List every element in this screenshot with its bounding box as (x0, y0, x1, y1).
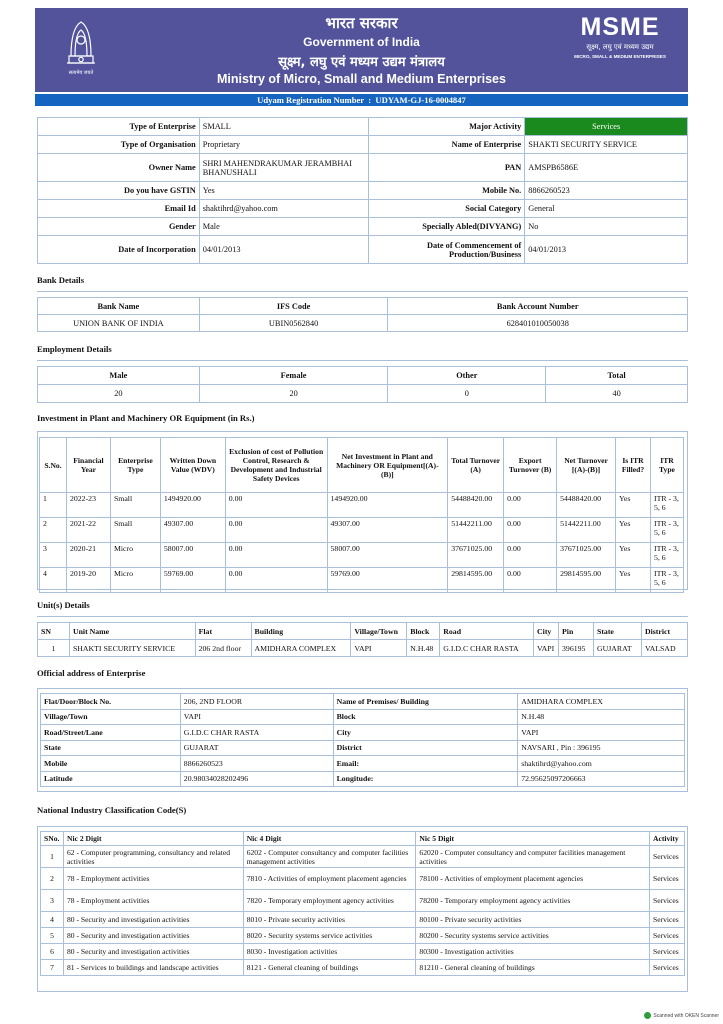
table-row (41, 846, 685, 868)
flat-header: Flat (195, 623, 251, 640)
cell: 1 (41, 846, 64, 868)
table-row (41, 771, 685, 787)
cell: Services (649, 944, 684, 960)
cell: 80100 - Private security activities (416, 912, 650, 928)
table-header-row (38, 298, 688, 315)
cell: 81210 - General cleaning of buildings (416, 960, 650, 976)
cell: 6 (41, 944, 64, 960)
cell: 0.00 (225, 568, 327, 593)
cell: 78 - Employment activities (63, 868, 243, 890)
bank-table (37, 297, 688, 332)
scanner-logo-icon (644, 1012, 651, 1019)
district-label: District (333, 740, 518, 756)
employment-table (37, 366, 688, 403)
cell: Micro (110, 568, 160, 593)
account-number-header: Bank Account Number (388, 298, 688, 315)
enterprise-details-table (37, 117, 688, 264)
export-turnover-header: Export Turnover (B) (504, 438, 557, 493)
mobile-label: Mobile (41, 756, 181, 772)
other-header: Other (388, 367, 546, 385)
cell: Yes (616, 518, 651, 543)
total-turnover-header: Total Turnover (A) (448, 438, 504, 493)
nic-section-title: National Industry Classification Code(S) (37, 805, 187, 815)
block-value: N.H.48 (518, 709, 685, 725)
cell: 3 (41, 890, 64, 912)
table-row (41, 960, 685, 976)
table-row (38, 236, 688, 264)
city-label: City (333, 725, 518, 741)
units-table (37, 622, 688, 657)
nic-5-digit-header: Nic 5 Digit (416, 832, 650, 846)
table-header-row (41, 832, 685, 846)
cell: Small (110, 493, 160, 518)
cell: Services (649, 890, 684, 912)
incorporation-label: Date of Incorporation (38, 236, 200, 264)
udyam-registration-bar (35, 94, 688, 106)
wdv-header: Written Down Value (WDV) (160, 438, 225, 493)
pan-value: AMSPB6586E (525, 154, 688, 182)
incorporation-value: 04/01/2013 (199, 236, 369, 264)
cell: 0.00 (225, 493, 327, 518)
cell: GUJARAT (593, 640, 641, 657)
mobile-value: 8866260523 (180, 756, 333, 772)
premises-label: Name of Premises/ Building (333, 694, 518, 710)
msme-logo (570, 14, 670, 59)
udyam-separator: : (368, 95, 372, 105)
cell: 78200 - Temporary employment agency activities (416, 890, 650, 912)
cell: 49307.00 (160, 518, 225, 543)
address-section-title: Official address of Enterprise (37, 668, 146, 678)
cell: 78100 - Activities of employment placement agencies (416, 868, 650, 890)
cell: 81 - Services to buildings and landscape activities (63, 960, 243, 976)
cell: 2021-22 (66, 518, 110, 543)
cell: 6202 - Computer consultancy and computer facilities management activities (243, 846, 416, 868)
cell: 51442211.00 (557, 518, 616, 543)
cell: AMIDHARA COMPLEX (251, 640, 351, 657)
cell: 0.00 (225, 518, 327, 543)
village-header: Village/Town (351, 623, 407, 640)
cell: G.I.D.C CHAR RASTA (440, 640, 534, 657)
cell: 49307.00 (327, 518, 448, 543)
cell: 8121 - General cleaning of buildings (243, 960, 416, 976)
cell: 2 (41, 868, 64, 890)
table-row (41, 756, 685, 772)
cell: ITR - 3, 5, 6 (650, 568, 683, 593)
table-row (41, 725, 685, 741)
cell: 59769.00 (327, 568, 448, 593)
cell: 396195 (559, 640, 594, 657)
cell: 206 2nd floor (195, 640, 251, 657)
state-value: GUJARAT (180, 740, 333, 756)
bank-section-title: Bank Details (37, 275, 85, 285)
government-title: Government of India (303, 35, 420, 49)
bank-name-value: UNION BANK OF INDIA (38, 315, 200, 332)
table-row (40, 518, 684, 543)
cell: 58007.00 (327, 543, 448, 568)
road-value: G.I.D.C CHAR RASTA (180, 725, 333, 741)
female-header: Female (199, 367, 388, 385)
cell: Services (649, 868, 684, 890)
divyang-value: No (525, 218, 688, 236)
ministry-hindi-title: सूक्ष्म, लघु एवं मध्यम उद्यम मंत्रालय (278, 55, 445, 70)
ministry-title: Ministry of Micro, Small and Medium Enterprises (217, 72, 506, 86)
cell: 0.00 (225, 543, 327, 568)
cell: 8020 - Security systems service activities (243, 928, 416, 944)
social-category-label: Social Category (369, 200, 525, 218)
table-row (41, 944, 685, 960)
cell: 80200 - Security systems service activities (416, 928, 650, 944)
cell: Micro (110, 543, 160, 568)
organisation-value: Proprietary (199, 136, 369, 154)
social-category-value: General (525, 200, 688, 218)
units-section-title: Unit(s) Details (37, 600, 90, 610)
mobile-value: 8866260523 (525, 182, 688, 200)
cell: 4 (40, 568, 67, 593)
organisation-label: Type of Organisation (38, 136, 200, 154)
table-header-row (38, 367, 688, 385)
type-value: SMALL (199, 118, 369, 136)
cell: 80 - Security and investigation activities (63, 912, 243, 928)
cell: 2019-20 (66, 568, 110, 593)
cell: VAPI (534, 640, 559, 657)
district-value: NAVSARI , Pin : 396195 (518, 740, 685, 756)
hindi-title: भारत सरकार (325, 14, 398, 32)
enterprise-type-header: Enterprise Type (110, 438, 160, 493)
cell: 8010 - Private security activities (243, 912, 416, 928)
financial-year-header: Financial Year (66, 438, 110, 493)
cell: 54488420.00 (557, 493, 616, 518)
cell: N.H.48 (407, 640, 440, 657)
cell: 7820 - Temporary employment agency activities (243, 890, 416, 912)
cell: Yes (616, 543, 651, 568)
pin-header: Pin (559, 623, 594, 640)
itr-filled-header: Is ITR Filled? (616, 438, 651, 493)
sno-header: S.No. (40, 438, 67, 493)
total-header: Total (546, 367, 688, 385)
table-row (41, 694, 685, 710)
cell: 0.00 (504, 493, 557, 518)
road-label: Road/Street/Lane (41, 725, 181, 741)
type-label: Type of Enterprise (38, 118, 200, 136)
cell: SHAKTI SECURITY SERVICE (69, 640, 195, 657)
email-label: Email Id (38, 200, 200, 218)
cell: 0.00 (504, 568, 557, 593)
cell: ITR - 3, 5, 6 (650, 518, 683, 543)
commencement-value: 04/01/2013 (525, 236, 688, 264)
cell: 2 (40, 518, 67, 543)
longitude-value: 72.95625097206663 (518, 771, 685, 787)
scanner-watermark (644, 1012, 719, 1019)
table-row (38, 200, 688, 218)
pan-label: PAN (369, 154, 525, 182)
cell: 7810 - Activities of employment placement agencies (243, 868, 416, 890)
cell: 0.00 (504, 543, 557, 568)
cell: 1494920.00 (327, 493, 448, 518)
bank-name-header: Bank Name (38, 298, 200, 315)
section-divider (37, 291, 688, 292)
table-header-row (40, 438, 684, 493)
nic-sno-header: SNo. (41, 832, 64, 846)
ifs-code-value: UBIN0562840 (199, 315, 388, 332)
cell: 2020-21 (66, 543, 110, 568)
table-row (41, 709, 685, 725)
table-row (41, 740, 685, 756)
table-row (38, 640, 688, 657)
commencement-label: Date of Commencement of Production/Business (369, 236, 525, 264)
cell: 37671025.00 (557, 543, 616, 568)
cell: 0.00 (504, 518, 557, 543)
cell: 1 (40, 493, 67, 518)
cell: 8030 - Investigation activities (243, 944, 416, 960)
net-turnover-header: Net Turnover [(A)-(B)] (557, 438, 616, 493)
total-value: 40 (546, 385, 688, 403)
cell: 78 - Employment activities (63, 890, 243, 912)
table-row (38, 136, 688, 154)
male-value: 20 (38, 385, 200, 403)
table-row (41, 890, 685, 912)
cell: 37671025.00 (448, 543, 504, 568)
divyang-label: Specially Abled(DIVYANG) (369, 218, 525, 236)
enterprise-name-value: SHAKTI SECURITY SERVICE (525, 136, 688, 154)
table-row (41, 868, 685, 890)
net-investment-header: Net Investment in Plant and Machinery OR Equipment[(A)-(B)] (327, 438, 448, 493)
cell: Services (649, 912, 684, 928)
msme-logo-text: MSME (580, 13, 660, 41)
gstin-label: Do you have GSTIN (38, 182, 200, 200)
cell: Yes (616, 493, 651, 518)
gender-value: Male (199, 218, 369, 236)
cell: 1 (38, 640, 70, 657)
nic-table (40, 831, 685, 976)
cell: 62 - Computer programming, consultancy and related activities (63, 846, 243, 868)
section-divider (37, 616, 688, 617)
state-header: State (593, 623, 641, 640)
table-row (38, 118, 688, 136)
cell: 29814595.00 (448, 568, 504, 593)
email-value: shaktihrd@yahoo.com (518, 756, 685, 772)
owner-label: Owner Name (38, 154, 200, 182)
cell: 58007.00 (160, 543, 225, 568)
table-header-row (38, 623, 688, 640)
cell: 2022-23 (66, 493, 110, 518)
cell: VALSAD (641, 640, 687, 657)
table-row (40, 543, 684, 568)
cell: 80300 - Investigation activities (416, 944, 650, 960)
major-activity-value: Services (525, 118, 688, 136)
email-label: Email: (333, 756, 518, 772)
unit-name-header: Unit Name (69, 623, 195, 640)
cell: 59769.00 (160, 568, 225, 593)
cell: ITR - 3, 5, 6 (650, 493, 683, 518)
itr-type-header: ITR Type (650, 438, 683, 493)
msme-logo-english: MICRO, SMALL & MEDIUM ENTERPRISES (574, 54, 666, 59)
cell: VAPI (351, 640, 407, 657)
cell: Services (649, 928, 684, 944)
table-row (41, 912, 685, 928)
investment-section-title: Investment in Plant and Machinery OR Equipment (in Rs.) (37, 413, 255, 423)
cell: 62020 - Computer consultancy and computer facilities management activities (416, 846, 650, 868)
table-row (38, 218, 688, 236)
flat-value: 206, 2ND FLOOR (180, 694, 333, 710)
email-value: shaktihrd@yahoo.com (199, 200, 369, 218)
exclusion-header: Exclusion of cost of Pollution Control, Research & Development and Industrial Safety Devices (225, 438, 327, 493)
male-header: Male (38, 367, 200, 385)
table-row (38, 385, 688, 403)
cell: 29814595.00 (557, 568, 616, 593)
table-row (40, 568, 684, 593)
cell: 3 (40, 543, 67, 568)
cell: 80 - Security and investigation activities (63, 928, 243, 944)
cell: 4 (41, 912, 64, 928)
enterprise-name-label: Name of Enterprise (369, 136, 525, 154)
city-header: City (534, 623, 559, 640)
building-header: Building (251, 623, 351, 640)
table-row (41, 928, 685, 944)
account-number-value: 628401010050038 (388, 315, 688, 332)
state-label: State (41, 740, 181, 756)
village-value: VAPI (180, 709, 333, 725)
latitude-value: 20.98034028202496 (180, 771, 333, 787)
table-row (40, 493, 684, 518)
table-row (38, 315, 688, 332)
udyam-label: Udyam Registration Number (257, 95, 364, 105)
nic-4-digit-header: Nic 4 Digit (243, 832, 416, 846)
cell: Services (649, 846, 684, 868)
block-label: Block (333, 709, 518, 725)
header-banner (35, 8, 688, 92)
premises-value: AMIDHARA COMPLEX (518, 694, 685, 710)
gstin-value: Yes (199, 182, 369, 200)
employment-section-title: Employment Details (37, 344, 112, 354)
sn-header: SN (38, 623, 70, 640)
district-header: District (641, 623, 687, 640)
longitude-label: Longitude: (333, 771, 518, 787)
nic-activity-header: Activity (649, 832, 684, 846)
udyam-number: UDYAM-GJ-16-0004847 (375, 95, 466, 105)
major-activity-label: Major Activity (369, 118, 525, 136)
other-value: 0 (388, 385, 546, 403)
cell: 51442211.00 (448, 518, 504, 543)
city-value: VAPI (518, 725, 685, 741)
address-table (40, 693, 685, 787)
nic-2-digit-header: Nic 2 Digit (63, 832, 243, 846)
msme-logo-hindi: सूक्ष्म, लघु एवं मध्यम उद्यम (586, 43, 654, 51)
cell: 1494920.00 (160, 493, 225, 518)
owner-value: SHRI MAHENDRAKUMAR JERAMBHAI BHANUSHALI (199, 154, 369, 182)
flat-label: Flat/Door/Block No. (41, 694, 181, 710)
cell: 80 - Security and investigation activities (63, 944, 243, 960)
emblem-caption: सत्यमेव जयते (68, 70, 94, 76)
cell: Small (110, 518, 160, 543)
table-row (38, 154, 688, 182)
gender-label: Gender (38, 218, 200, 236)
table-row (38, 182, 688, 200)
road-header: Road (440, 623, 534, 640)
ifs-code-header: IFS Code (199, 298, 388, 315)
investment-table (39, 437, 684, 593)
cell: Services (649, 960, 684, 976)
cell: 54488420.00 (448, 493, 504, 518)
cell: 7 (41, 960, 64, 976)
cell: Yes (616, 568, 651, 593)
village-label: Village/Town (41, 709, 181, 725)
female-value: 20 (199, 385, 388, 403)
cell: 5 (41, 928, 64, 944)
scanner-text: Scanned with OKEN Scanner (653, 1012, 719, 1019)
cell: ITR - 3, 5, 6 (650, 543, 683, 568)
block-header: Block (407, 623, 440, 640)
latitude-label: Latitude (41, 771, 181, 787)
section-divider (37, 360, 688, 361)
mobile-label: Mobile No. (369, 182, 525, 200)
